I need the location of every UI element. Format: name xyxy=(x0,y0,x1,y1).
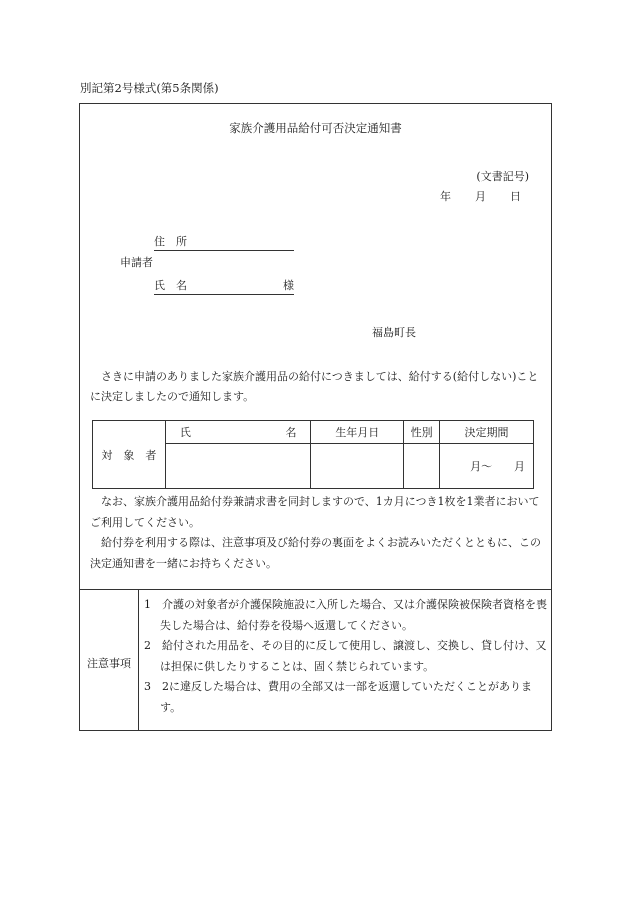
subject-row-label: 対 象 者 xyxy=(93,421,166,489)
dob-cell xyxy=(311,444,404,489)
notice-frame xyxy=(79,103,552,731)
period-to: 月 xyxy=(514,460,525,473)
form-number-label: 別記第2号様式(第5条関係) xyxy=(80,81,219,95)
applicant-label: 申請者 xyxy=(120,256,153,269)
notes-column-divider xyxy=(138,589,139,730)
address-label: 住 所 xyxy=(154,235,187,248)
period-header: 決定期間 xyxy=(440,421,534,444)
document-title: 家族介護用品給付可否決定通知書 xyxy=(229,121,402,135)
honorific: 様 xyxy=(283,279,294,292)
date-month: 月 xyxy=(475,190,486,203)
document-number: (文書記号) xyxy=(476,170,529,183)
notes-item: 2 給付された用品を、その目的に反して使用し、譲渡し、交換し、貸し付け、又は担保に供したりすることは、固く禁じられています。 xyxy=(144,639,547,673)
sex-cell xyxy=(404,444,440,489)
name-header-right: 名 xyxy=(285,426,297,439)
dob-header: 生年月日 xyxy=(311,421,404,444)
date-day: 日 xyxy=(510,190,521,203)
instruction-paragraph: 給付券を利用する際は、注意事項及び給付券の裏面をよくお読みいただくとともに、この決定通知書を一緒にお持ちください。 xyxy=(90,536,541,570)
sex-header: 性別 xyxy=(404,421,440,444)
issue-date xyxy=(440,188,521,204)
name-line xyxy=(154,277,294,295)
notes-label: 注意事項 xyxy=(87,657,131,670)
instruction-paragraph: なお、家族介護用品給付券兼請求書を同封しますので、1カ月につき1枚を1業者においてご利用してください。 xyxy=(90,495,540,529)
name-header-left: 氏 xyxy=(179,426,191,439)
issuer: 福島町長 xyxy=(372,326,416,339)
notes-item: 3 2に違反した場合は、費用の全部又は一部を返還していただくことがあります。 xyxy=(144,680,532,714)
name-header xyxy=(165,421,311,444)
address-line xyxy=(154,233,294,251)
name-label: 氏 名 xyxy=(154,279,187,292)
notes-divider xyxy=(80,589,551,590)
notice-body-text: さきに申請のありました家族介護用品の給付につきましては、給付する(給付しない)ことに決定しましたので通知します。 xyxy=(90,370,539,403)
subject-table xyxy=(92,420,534,489)
period-cell xyxy=(440,444,534,489)
period-from: 月～ xyxy=(470,460,493,473)
notes-item: 1 介護の対象者が介護保険施設に入所した場合、又は介護保険被保険者資格を喪失した場合は、給付券を役場へ返還してください。 xyxy=(144,598,547,632)
date-year: 年 xyxy=(440,190,451,203)
notes-list xyxy=(144,595,548,718)
notice-body xyxy=(90,367,545,407)
name-cell xyxy=(165,444,311,489)
instructions xyxy=(90,492,545,574)
